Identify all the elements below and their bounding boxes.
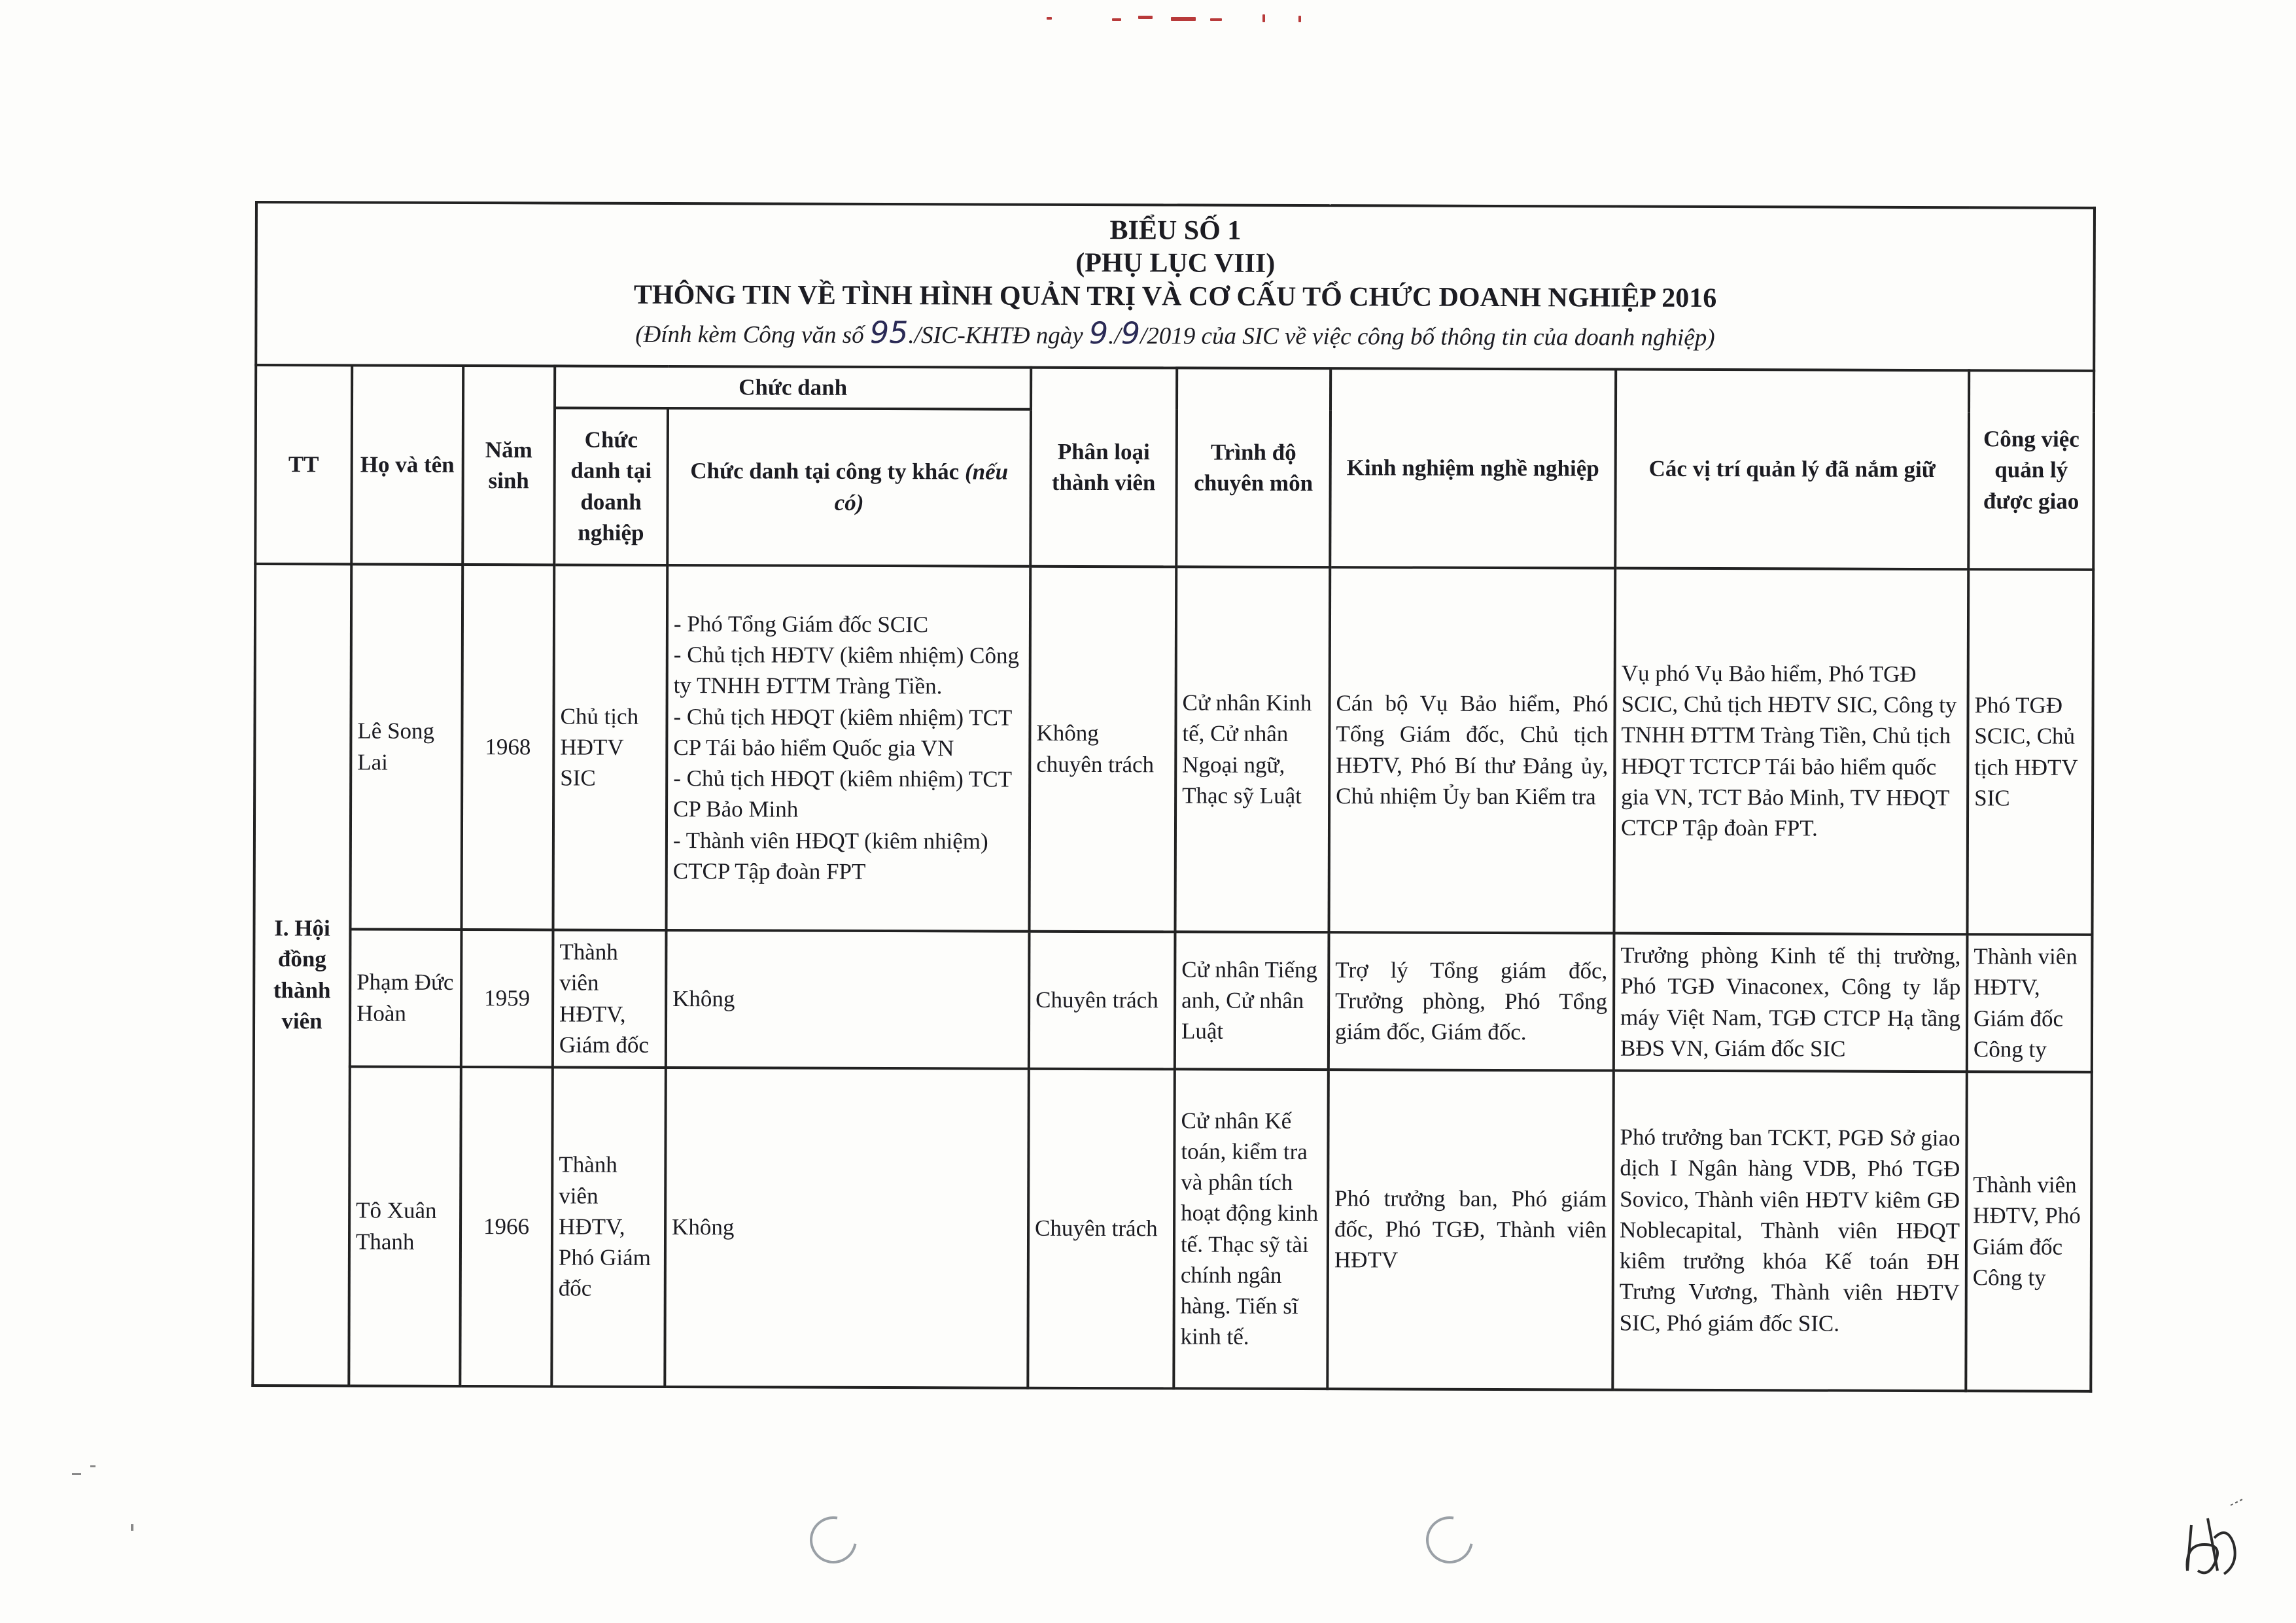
group-label-council: I. Hội đồng thành viên [252, 564, 351, 1386]
cell-qualification: Cử nhân Kinh tế, Cử nhân Ngoại ngữ, Thạc sỹ Luật [1175, 567, 1330, 932]
header-title-group: Chức danh [555, 366, 1031, 410]
cell-title-other [667, 565, 1031, 931]
header-assigned-work: Công việc quản lý được giao [1968, 370, 2094, 569]
doc-subtitle [264, 310, 2086, 357]
cell-birth-year: 1968 [462, 565, 555, 930]
header-experience: Kinh nghiệm nghề nghiệp [1330, 368, 1616, 568]
cell-name: Phạm Đức Hoàn [350, 929, 462, 1067]
cell-title-other: Không [665, 1067, 1029, 1387]
title-other-line: - Phó Tổng Giám đốc SCIC [673, 610, 929, 638]
cell-title-in-company: Chủ tịch HĐTV SIC [553, 565, 668, 930]
title-other-line: - Chủ tịch HĐQT (kiêm nhiệm) TCT CP Bảo Minh [673, 765, 1012, 823]
cell-qualification: Cử nhân Kế toán, kiểm tra và phân tích hoạt động kinh tế. Thạc sỹ tài chính ngân hàng. Tiến sĩ kinh tế. [1174, 1069, 1329, 1389]
subtitle-part-1: (Đính kèm Công văn số [635, 321, 870, 349]
signature-initials-icon [2178, 1499, 2250, 1584]
cell-member-type: Chuyên trách [1028, 1068, 1175, 1388]
title-other-line: - Chủ tịch HĐTV (kiêm nhiệm) Công ty TNHH ĐTTM Tràng Tiền. [673, 642, 1020, 699]
subtitle-part-3: ./ [1108, 323, 1121, 350]
handwritten-doc-number: 95 [869, 315, 909, 351]
cell-experience: Cán bộ Vụ Bảo hiểm, Phó Tổng Giám đốc, Chủ tịch HĐTV, Phó Bí thư Đảng ủy, Chủ nhiệm Ủy ban Kiểm tra [1329, 567, 1615, 933]
cell-assigned-work: Thành viên HĐTV, Giám đốc Công ty [1967, 934, 2093, 1072]
table-row [252, 1066, 2092, 1391]
cell-experience: Phó trưởng ban, Phó giám đốc, Phó TGĐ, Thành viên HĐTV [1327, 1070, 1614, 1389]
table-row [254, 929, 2093, 1072]
cell-positions-held: Trưởng phòng Kinh tế thị trường, Phó TGĐ Vinaconex, Công ty lắp máy Việt Nam, TGĐ CTCP Hạ tầng BĐS VN, Giám đốc SIC [1614, 933, 1968, 1072]
cell-assigned-work: Phó TGĐ SCIC, Chủ tịch HĐTV SIC [1967, 569, 2093, 935]
cell-assigned-work: Thành viên HĐTV, Phó Giám đốc Công ty [1966, 1072, 2092, 1391]
header-birth-year: Năm sinh [462, 366, 555, 565]
header-row-1 [256, 365, 2094, 412]
header-positions-held: Các vị trí quản lý đã nắm giữ [1615, 370, 1969, 569]
header-member-type: Phân loại thành viên [1030, 368, 1177, 567]
table-row [254, 564, 2094, 935]
cell-name: Lê Song Lai [351, 564, 463, 930]
header-qualification: Trình độ chuyên môn [1176, 368, 1331, 567]
header-tt: TT [255, 365, 352, 564]
cell-name: Tô Xuân Thanh [349, 1066, 461, 1386]
doc-title-2: (PHỤ LỤC VIII) [1075, 248, 1276, 279]
subtitle-part-4: /2019 của SIC về việc công bố thông tin của doanh nghiệp) [1139, 323, 1715, 352]
doc-title-1: BIỂU SỐ 1 [1109, 215, 1242, 246]
punch-hole-right [1417, 1507, 1482, 1573]
cell-title-in-company: Thành viên HĐTV, Phó Giám đốc [551, 1067, 666, 1387]
header-title-other-note: (nếu có) [834, 459, 1009, 515]
governance-table [251, 201, 2096, 1392]
title-other-line: - Thành viên HĐQT (kiêm nhiệm) CTCP Tập đoàn FPT [672, 827, 988, 884]
subtitle-part-2: ./SIC-KHTĐ ngày [908, 322, 1089, 350]
title-block [256, 202, 2095, 371]
title-row [256, 202, 2095, 371]
cell-positions-held: Phó trưởng ban TCKT, PGĐ Sở giao dịch I Ngân hàng VDB, Phó TGĐ Sovico, Thành viên HĐTV kiêm GĐ Noblecapital, Thành viên HĐQT kiêm trưởng khóa Kế toán ĐH Trưng Vương, Thành viên HĐTV SIC, Phó giám đốc SIC. [1612, 1070, 1967, 1391]
cell-birth-year: 1966 [460, 1067, 553, 1386]
punch-hole-left [801, 1507, 866, 1573]
cell-experience: Trợ lý Tổng giám đốc, Trưởng phòng, Phó Tổng giám đốc, Giám đốc. [1329, 932, 1614, 1070]
cell-positions-held: Vụ phó Vụ Bảo hiểm, Phó TGĐ SCIC, Chủ tịch HĐTV SIC, Công ty TNHH ĐTTM Tràng Tiền, Chủ tịch HĐQT TCTCP Tái bảo hiểm quốc gia VN, TCT Bảo Minh, TV HĐQT CTCP Tập đoàn FPT. [1614, 568, 1968, 934]
header-title-other [667, 408, 1031, 566]
handwritten-month: 9 [1121, 315, 1141, 351]
header-title-in-company: Chức danh tại doanh nghiệp [554, 408, 668, 565]
cell-title-other: Không [666, 930, 1030, 1068]
header-title-other-main: Chức danh tại công ty khác [690, 458, 965, 485]
doc-title-3: THÔNG TIN VỀ TÌNH HÌNH QUẢN TRỊ VÀ CƠ CẤU TỔ CHỨC DOANH NGHIỆP 2016 [633, 279, 1717, 313]
cell-birth-year: 1959 [461, 930, 553, 1067]
title-other-line: - Chủ tịch HĐQT (kiêm nhiệm) TCT CP Tái bảo hiểm Quốc gia VN [673, 703, 1012, 761]
cell-title-in-company: Thành viên HĐTV, Giám đốc [553, 930, 667, 1068]
header-name: Họ và tên [351, 366, 463, 565]
cell-member-type: Không chuyên trách [1029, 566, 1176, 932]
handwritten-day: 9 [1088, 315, 1109, 351]
cell-qualification: Cử nhân Tiếng anh, Cử nhân Luật [1175, 932, 1329, 1070]
cell-member-type: Chuyên trách [1029, 931, 1175, 1069]
